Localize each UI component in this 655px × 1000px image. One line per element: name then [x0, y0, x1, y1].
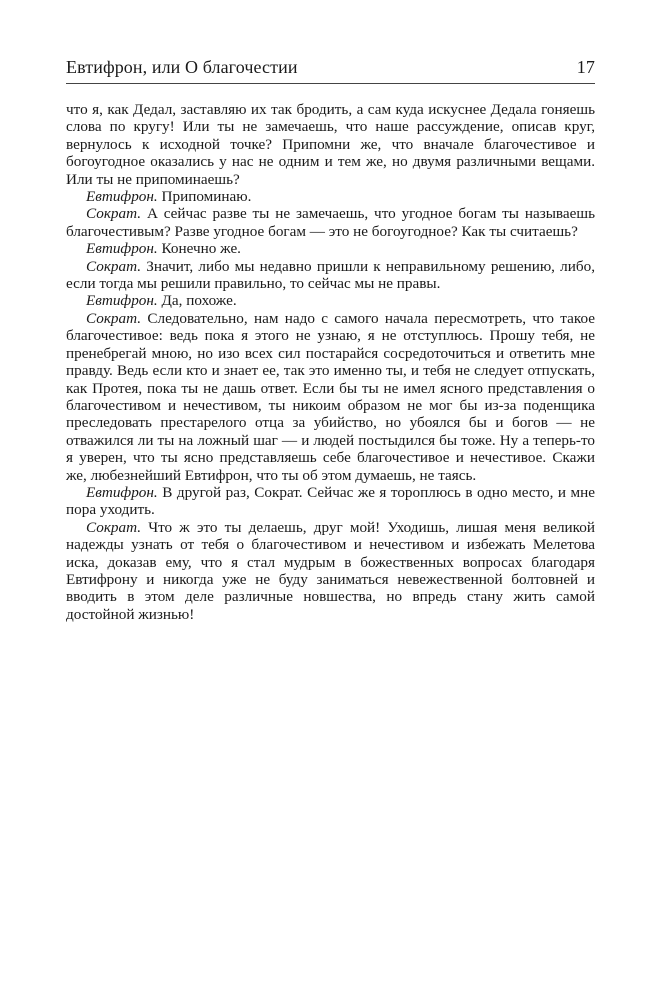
paragraph-euthyphro [66, 484, 595, 519]
speaker-label: Евтифрон. [86, 240, 158, 258]
paragraph-euthyphro [66, 240, 595, 257]
book-page [66, 56, 595, 623]
paragraph-text: что я, как Дедал, заставляю их так бродить, а сам куда искуснее Дедала гоняешь слова по кругу! Или ты не замечаешь, что наше рассуждение, описав круг, вернулось к исходной точке? Припомни же, что вначале благочестивое и богоугодное оказались у нас не одним и тем же, но двумя различными вещами. Или ты не припоминаешь? [66, 101, 595, 188]
paragraph-text: А сейчас разве ты не замечаешь, что угодное богам ты называешь благочестивым? Разве угодное богам — это не богоугодное? Как ты считаешь? [66, 205, 595, 240]
paragraph-text: Да, похоже. [161, 292, 237, 310]
paragraph-text: В другой раз, Сократ. Сейчас же я тороплюсь в одно место, и мне пора уходить. [66, 483, 596, 519]
paragraph-socrates [66, 258, 595, 293]
paragraph-euthyphro [66, 188, 595, 205]
speaker-label: Сократ. [86, 205, 142, 223]
page-number: 17 [576, 57, 595, 77]
paragraph-euthyphro [66, 292, 595, 309]
paragraph-socrates [66, 205, 595, 240]
dialogue-text [66, 101, 595, 623]
speaker-label: Евтифрон. [86, 188, 158, 206]
speaker-label: Сократ. [86, 309, 142, 327]
paragraph-text: Припоминаю. [161, 188, 252, 206]
paragraph-text: Конечно же. [161, 240, 241, 258]
speaker-label: Сократ. [86, 518, 142, 536]
speaker-label: Евтифрон. [86, 483, 158, 501]
speaker-label: Евтифрон. [86, 292, 158, 310]
chapter-title: Евтифрон, или О благочестии [66, 57, 298, 77]
paragraph-socrates [66, 519, 595, 623]
paragraph-continuation [66, 101, 595, 188]
paragraph-text: Значит, либо мы недавно пришли к неправильному решению, либо, если тогда мы решили правильно, то сейчас мы не правы. [66, 257, 595, 293]
running-header [66, 56, 595, 84]
paragraph-text: Что ж это ты делаешь, друг мой! Уходишь, лишая меня великой надежды узнать от тебя о благочестивом и нечестивом и избежать Мелетова иска, доказав ему, что я стал мудрым в божественных вопросах благодаря Евтифрону и никогда уже не буду заниматься невежественной болтовней и вводить в этом деле различные новшества, но впредь стану жить самой достойной жизнью! [66, 518, 595, 623]
speaker-label: Сократ. [86, 257, 142, 275]
paragraph-socrates [66, 310, 595, 484]
paragraph-text: Следовательно, нам надо с самого начала пересмотреть, что такое благочестивое: ведь пока я этого не узнаю, я не отступлюсь. Прошу тебя, не пренебрегай мною, но изо всех сил постарайся сосредоточиться и ответить мне правду. Ведь если кто и знает ее, так это именно ты, и тебя не следует отпускать, как Протея, пока ты не дашь ответ. Если бы ты не имел ясного представления о благочестивом и нечестивом, ты никоим образом не мог бы из-за поденщика преследовать престарелого отца за убийство, но убоялся бы и богов — не отважился ли ты на ложный шаг — и людей постыдился бы тоже. Ну а теперь-то я уверен, что ты ясно представляешь себе благочестивое и нечестивое. Скажи же, любезнейший Евтифрон, что ты об этом думаешь, не таясь. [66, 309, 595, 484]
